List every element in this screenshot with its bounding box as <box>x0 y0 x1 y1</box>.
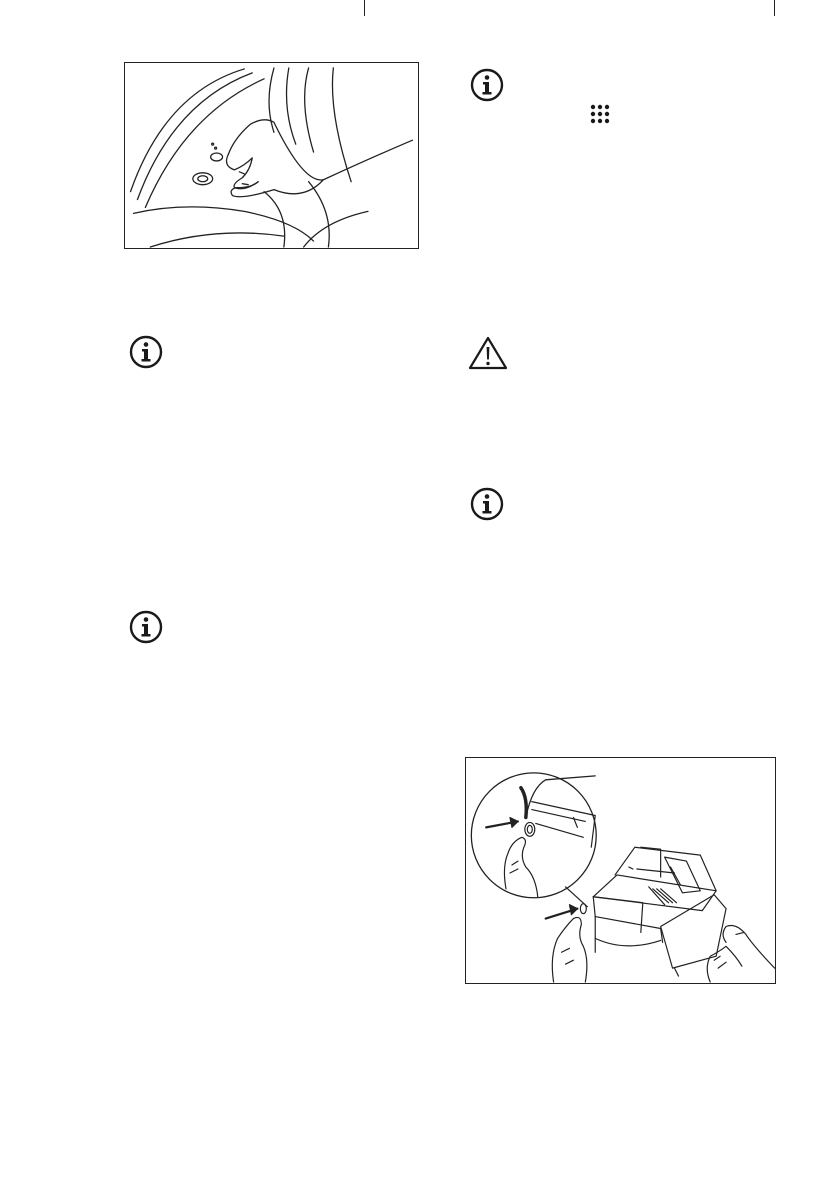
info-icon <box>129 335 163 369</box>
crop-mark-top-left <box>364 0 365 16</box>
detergent-drawer-illustration <box>465 757 776 984</box>
door-seal-illustration <box>124 62 419 249</box>
nine-dot-grid-icon <box>590 104 610 124</box>
info-icon <box>470 68 504 102</box>
info-icon <box>129 610 163 644</box>
info-icon <box>470 487 504 521</box>
crop-mark-top-right <box>774 0 775 16</box>
warning-icon <box>468 336 508 370</box>
